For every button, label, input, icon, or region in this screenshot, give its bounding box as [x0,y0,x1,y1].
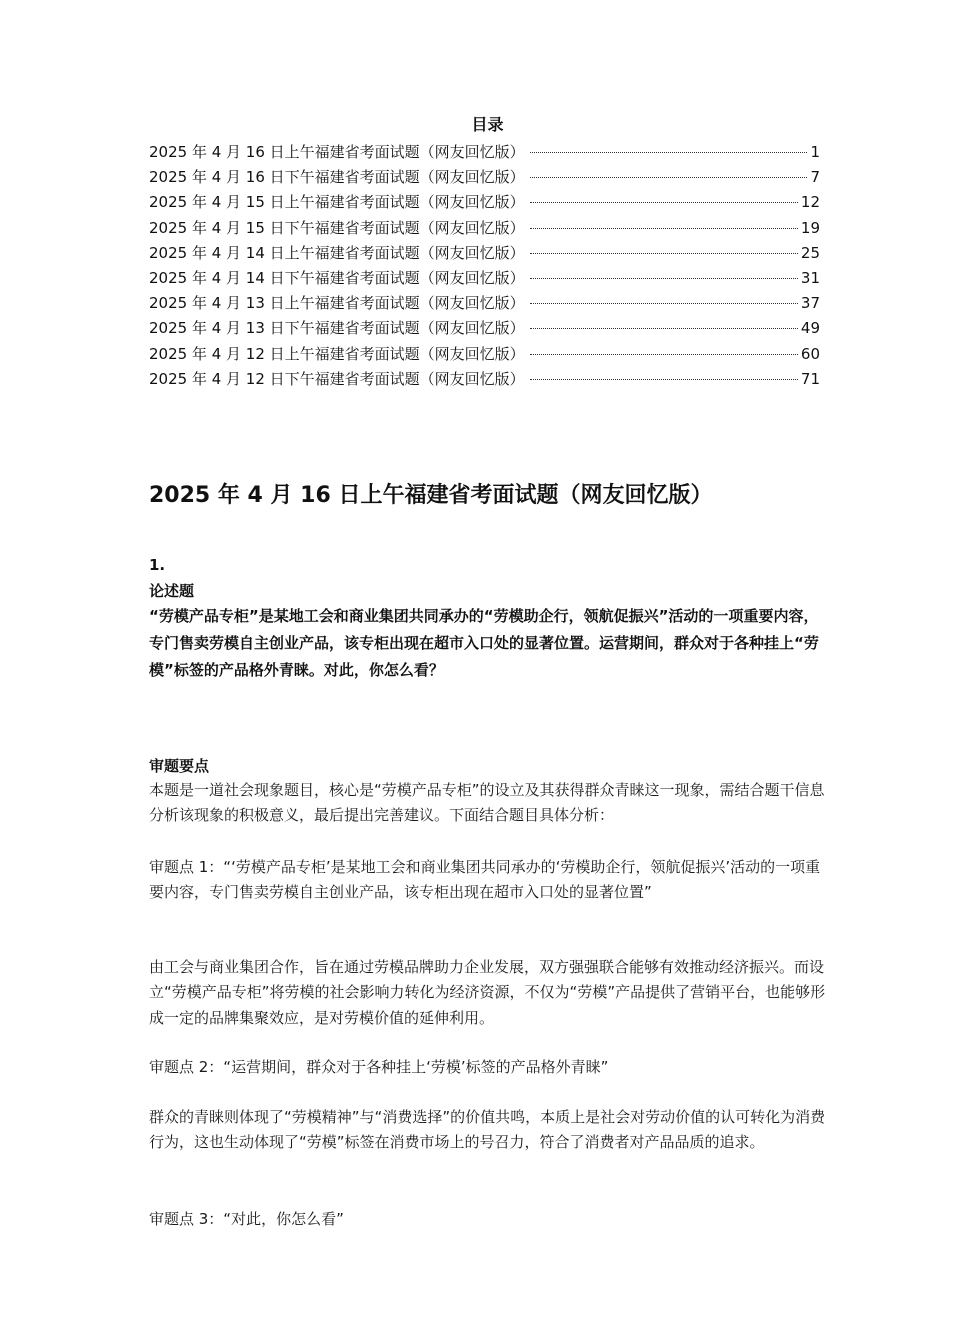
toc-entry[interactable] [149,291,820,316]
toc-entry-page: 60 [800,344,820,363]
analysis-point-1: 审题点 1：“‘劳模产品专柜’是某地工会和商业集团共同承办的‘劳模助企行，领航促振兴’活动的一项重要内容，专门售卖劳模自主创业产品，该专柜出现在超市入口处的显著位置” [149,858,821,902]
table-of-contents [149,140,820,392]
analysis-point-2: 审题点 2：“运营期间，群众对于各种挂上‘劳模’标签的产品格外青睐” [149,1058,609,1076]
analysis-paragraph: 群众的青睐则体现了“劳模精神”与“消费选择”的价值共鸣，本质上是社会对劳动价值的认可转化为消费行为，这也生动体现了“劳模”标签在消费市场上的号召力，符合了消费者对产品品质的追求。 [149,1108,826,1152]
toc-leader-dots [530,151,808,153]
analysis-point-3: 审题点 3：“对此，你怎么看” [149,1210,344,1228]
toc-entry[interactable] [149,367,820,392]
toc-entry-title: 2025 年 4 月 12 日下午福建省考面试题（网友回忆版） [149,369,525,388]
toc-entry[interactable] [149,342,820,367]
toc-leader-dots [530,227,798,229]
toc-title: 目录 [471,115,504,134]
toc-leader-dots [530,201,798,203]
toc-entry[interactable] [149,140,820,165]
toc-entry-title: 2025 年 4 月 15 日上午福建省考面试题（网友回忆版） [149,193,525,212]
toc-entry-title: 2025 年 4 月 14 日上午福建省考面试题（网友回忆版） [149,243,525,262]
toc-leader-dots [530,176,808,178]
analysis-heading: 审题要点 [149,757,210,775]
toc-entry-page: 1 [810,143,820,161]
toc-entry[interactable] [149,266,820,291]
toc-entry[interactable] [149,316,820,341]
toc-entry-title: 2025 年 4 月 13 日下午福建省考面试题（网友回忆版） [149,319,525,338]
toc-entry[interactable] [149,165,820,190]
toc-entry-page: 7 [810,168,820,187]
question-number: 1. [149,556,166,574]
toc-entry-page: 19 [800,218,820,237]
analysis-paragraph: 由工会与商业集团合作，旨在通过劳模品牌助力企业发展，双方强强联合能够有效推动经济振兴。而设立“劳模产品专柜”将劳模的社会影响力转化为经济资源，不仅为“劳模”产品提供了营销平台，也能够形成一定的品牌集聚效应，是对劳模价值的延伸利用。 [149,958,826,1027]
toc-entry-title: 2025 年 4 月 14 日下午福建省考面试题（网友回忆版） [149,268,525,287]
section-heading: 2025 年 4 月 16 日上午福建省考面试题（网友回忆版） [149,483,713,508]
toc-entry-page: 25 [800,243,820,262]
question-text: “劳模产品专柜”是某地工会和商业集团共同承办的“劳模助企行，领航促振兴”活动的一项重要内容，专门售卖劳模自主创业产品，该专柜出现在超市入口处的显著位置。运营期间，群众对于各种挂上“劳模”标签的产品格外青睐。对此，你怎么看？ [149,607,819,679]
toc-entry-title: 2025 年 4 月 15 日下午福建省考面试题（网友回忆版） [149,218,525,237]
toc-entry-title: 2025 年 4 月 16 日上午福建省考面试题（网友回忆版） [149,143,525,161]
toc-entry[interactable] [149,216,820,241]
toc-entry-page: 71 [800,369,820,388]
toc-leader-dots [530,252,798,254]
toc-leader-dots [530,327,798,329]
toc-entry-page: 31 [800,268,820,287]
toc-entry-title: 2025 年 4 月 16 日下午福建省考面试题（网友回忆版） [149,168,525,187]
toc-leader-dots [530,277,798,279]
question-type: 论述题 [149,582,195,600]
toc-leader-dots [530,378,798,380]
toc-leader-dots [530,353,798,355]
toc-entry-page: 49 [800,319,820,338]
toc-entry-title: 2025 年 4 月 13 日上午福建省考面试题（网友回忆版） [149,294,525,313]
toc-entry-page: 12 [800,193,820,212]
toc-entry-title: 2025 年 4 月 12 日上午福建省考面试题（网友回忆版） [149,344,525,363]
analysis-paragraph: 本题是一道社会现象题目，核心是“劳模产品专柜”的设立及其获得群众青睐这一现象，需结合题干信息分析该现象的积极意义，最后提出完善建议。下面结合题目具体分析： [149,781,825,825]
toc-entry[interactable] [149,190,820,215]
toc-leader-dots [530,302,798,304]
toc-entry[interactable] [149,241,820,266]
toc-entry-page: 37 [800,294,820,313]
